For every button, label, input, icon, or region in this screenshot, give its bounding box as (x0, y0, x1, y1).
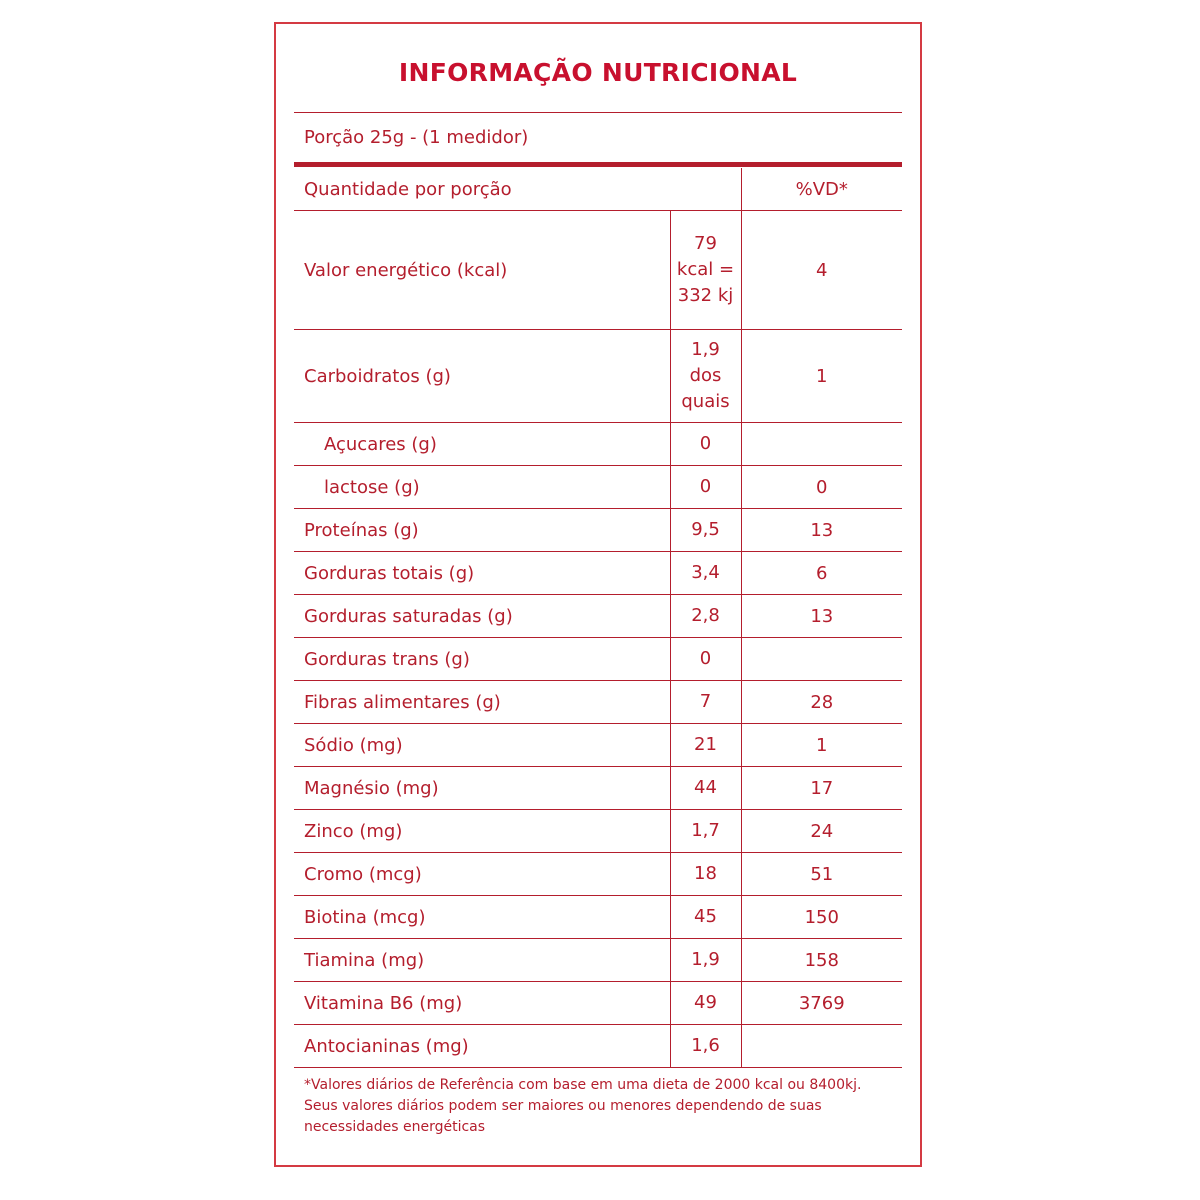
nutrient-label: Magnésio (mg) (294, 767, 670, 810)
nutrition-table (294, 168, 902, 1068)
table-row (294, 681, 902, 724)
nutrient-vd (741, 1025, 902, 1068)
table-row (294, 509, 902, 552)
nutrient-quantity: 44 (670, 767, 741, 810)
footnote (304, 1075, 904, 1138)
table-row (294, 896, 902, 939)
nutrient-quantity: 2,8 (670, 595, 741, 638)
nutrient-label: Carboidratos (g) (294, 330, 670, 423)
nutrient-quantity: 1,9 (670, 939, 741, 982)
footnote-line: *Valores diários de Referência com base em uma dieta de 2000 kcal ou 8400kj. (304, 1077, 862, 1093)
nutrient-quantity: 18 (670, 853, 741, 896)
thick-divider (294, 162, 902, 167)
nutrient-label: Antocianinas (mg) (294, 1025, 670, 1068)
nutrient-quantity: 1,6 (670, 1025, 741, 1068)
table-row (294, 423, 902, 466)
footnote-line: necessidades energéticas (304, 1119, 486, 1135)
nutrient-vd: 28 (741, 681, 902, 724)
header-quantity-label: Quantidade por porção (294, 168, 741, 211)
nutrient-label: Gorduras saturadas (g) (294, 595, 670, 638)
nutrient-vd: 1 (741, 330, 902, 423)
nutrient-vd: 6 (741, 552, 902, 595)
nutrient-quantity: 0 (670, 423, 741, 466)
nutrient-quantity: 0 (670, 638, 741, 681)
nutrient-vd: 1 (741, 724, 902, 767)
table-row (294, 810, 902, 853)
nutrient-vd: 4 (741, 211, 902, 330)
table-row (294, 466, 902, 509)
nutrient-vd: 24 (741, 810, 902, 853)
nutrient-vd (741, 638, 902, 681)
table-row (294, 330, 902, 423)
nutrient-quantity: 3,4 (670, 552, 741, 595)
nutrient-label: Valor energético (kcal) (294, 211, 670, 330)
table-row (294, 853, 902, 896)
portion-size: Porção 25g - (1 medidor) (304, 127, 529, 148)
table-row (294, 939, 902, 982)
nutrient-quantity: 21 (670, 724, 741, 767)
nutrient-vd: 13 (741, 509, 902, 552)
table-row (294, 552, 902, 595)
table-row (294, 1025, 902, 1068)
table-header-row (294, 168, 902, 211)
table-row (294, 767, 902, 810)
footnote-line: Seus valores diários podem ser maiores ou menores dependendo de suas (304, 1098, 822, 1114)
table-row (294, 982, 902, 1025)
nutrient-vd: 17 (741, 767, 902, 810)
header-vd-label: %VD* (741, 168, 902, 211)
nutrient-quantity: 49 (670, 982, 741, 1025)
nutrient-quantity: 79 kcal = 332 kj (670, 211, 741, 330)
nutrient-vd (741, 423, 902, 466)
table-row (294, 595, 902, 638)
panel-title: INFORMAÇÃO NUTRICIONAL (398, 58, 798, 87)
nutrient-label: Vitamina B6 (mg) (294, 982, 670, 1025)
nutrient-vd: 3769 (741, 982, 902, 1025)
nutrient-quantity: 1,9 dos quais (670, 330, 741, 423)
nutrient-label: Sódio (mg) (294, 724, 670, 767)
nutrient-quantity: 0 (670, 466, 741, 509)
nutrient-vd: 150 (741, 896, 902, 939)
nutrient-quantity: 7 (670, 681, 741, 724)
nutrient-vd: 13 (741, 595, 902, 638)
nutrient-label: lactose (g) (294, 466, 670, 509)
nutrient-vd: 0 (741, 466, 902, 509)
nutrient-label: Proteínas (g) (294, 509, 670, 552)
nutrient-label: Gorduras totais (g) (294, 552, 670, 595)
nutrient-label: Açucares (g) (294, 423, 670, 466)
nutrient-label: Biotina (mcg) (294, 896, 670, 939)
table-row (294, 724, 902, 767)
nutrient-quantity: 9,5 (670, 509, 741, 552)
nutrient-label: Gorduras trans (g) (294, 638, 670, 681)
nutrient-label: Cromo (mcg) (294, 853, 670, 896)
nutrient-label: Zinco (mg) (294, 810, 670, 853)
nutrient-label: Fibras alimentares (g) (294, 681, 670, 724)
table-row (294, 638, 902, 681)
nutrient-quantity: 1,7 (670, 810, 741, 853)
nutrient-vd: 158 (741, 939, 902, 982)
nutrient-vd: 51 (741, 853, 902, 896)
divider (294, 112, 902, 113)
nutrient-quantity: 45 (670, 896, 741, 939)
nutrient-label: Tiamina (mg) (294, 939, 670, 982)
table-row (294, 211, 902, 330)
